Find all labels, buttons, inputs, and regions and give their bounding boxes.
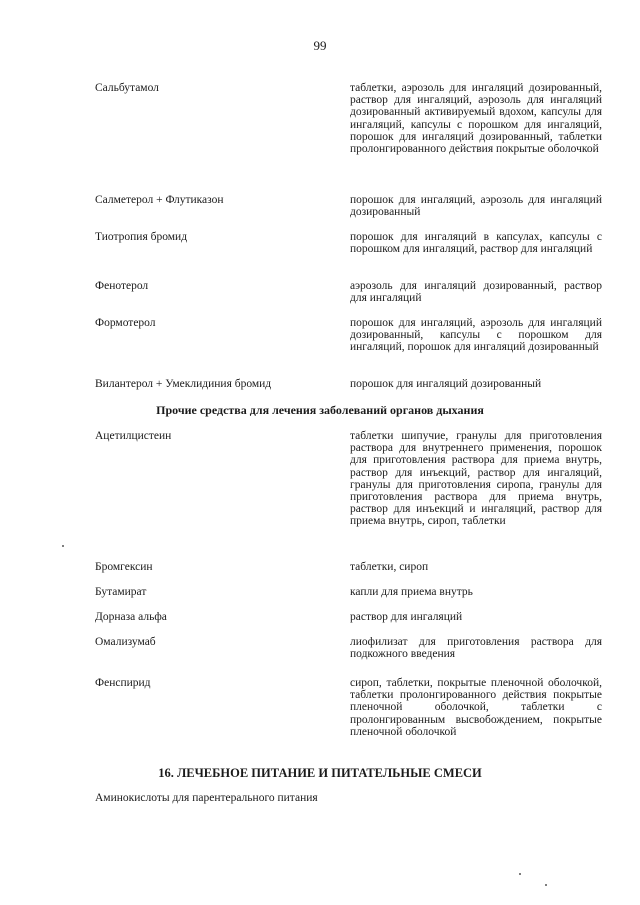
drug-name-salmeterol-fluticasone: Салметерол + Флутиказон xyxy=(95,194,224,206)
chapter-heading: 16. ЛЕЧЕБНОЕ ПИТАНИЕ И ПИТАТЕЛЬНЫЕ СМЕСИ xyxy=(158,766,482,780)
drug-forms-dornase-alfa: раствор для ингаляций xyxy=(350,611,463,623)
page-number: 99 xyxy=(313,38,327,53)
scan-speck xyxy=(519,873,521,875)
drug-name-fenoterol: Фенотерол xyxy=(95,280,149,292)
scan-speck xyxy=(545,884,547,886)
section-heading: Прочие средства для лечения заболеваний органов дыхания xyxy=(156,403,484,417)
drug-name-acetylcysteine: Ацетилцистеин xyxy=(95,430,172,442)
drug-forms-acetylcysteine: таблетки шипучие, гранулы для приготовления раствора для внутреннего применения, порошок для приготовления раствора для приема внутрь, раствор для инъекций, раствор для ингаляций, гранулы для приготовления сиропа, гранулы для приготовления раствора для приема внутрь, раствор для инъекций и ингаляций, раствор для приема внутрь, сироп, таблетки xyxy=(350,430,602,528)
drug-name-bromhexine: Бромгексин xyxy=(95,561,153,573)
drug-name-butamirate: Бутамират xyxy=(95,586,147,598)
scan-speck xyxy=(62,545,64,547)
drug-name-tiotropium: Тиотропия бромид xyxy=(95,231,188,243)
drug-forms-fenoterol: аэрозоль для ингаляций дозированный, раствор для ингаляций xyxy=(350,280,602,305)
drug-forms-salbutamol: таблетки, аэрозоль для ингаляций дозированный, раствор для ингаляций, аэрозоль для ингаляций дозированный активируемый вдохом, капсулы для ингаляций, капсулы с порошком для ингаляций, порошок для ингаляций дозированный, таблетки пролонгированного действия покрытые оболочкой xyxy=(350,82,602,156)
drug-name-salbutamol: Сальбутамол xyxy=(95,82,159,94)
drug-forms-fenspiride: сироп, таблетки, покрытые пленочной оболочкой, таблетки пролонгированного действия покрытые пленочной оболочкой, таблетки с пролонгированным высвобождением, покрытые пленочной оболочкой xyxy=(350,677,602,738)
drug-forms-formoterol: порошок для ингаляций, аэрозоль для ингаляций дозированный, капсулы с порошком для ингаляций, порошок для ингаляций дозированный xyxy=(350,317,602,354)
drug-forms-salmeterol-fluticasone: порошок для ингаляций, аэрозоль для ингаляций дозированный xyxy=(350,194,602,219)
drug-forms-bromhexine: таблетки, сироп xyxy=(350,561,429,573)
drug-forms-vilanterol-umeclidinium: порошок для ингаляций дозированный xyxy=(350,378,542,390)
drug-name-omalizumab: Омализумаб xyxy=(95,636,156,648)
drug-name-formoterol: Формотерол xyxy=(95,317,156,329)
drug-name-dornase-alfa: Дорназа альфа xyxy=(95,611,167,623)
drug-forms-butamirate: капли для приема внутрь xyxy=(350,586,473,598)
drug-name-vilanterol-umeclidinium: Вилантерол + Умеклидиния бромид xyxy=(95,378,272,390)
subsection-line: Аминокислоты для парентерального питания xyxy=(95,792,318,804)
drug-forms-tiotropium: порошок для ингаляций в капсулах, капсулы с порошком для ингаляций, раствор для ингаляций xyxy=(350,231,602,256)
drug-name-fenspiride: Фенспирид xyxy=(95,677,151,689)
drug-forms-omalizumab: лиофилизат для приготовления раствора для подкожного введения xyxy=(350,636,602,661)
